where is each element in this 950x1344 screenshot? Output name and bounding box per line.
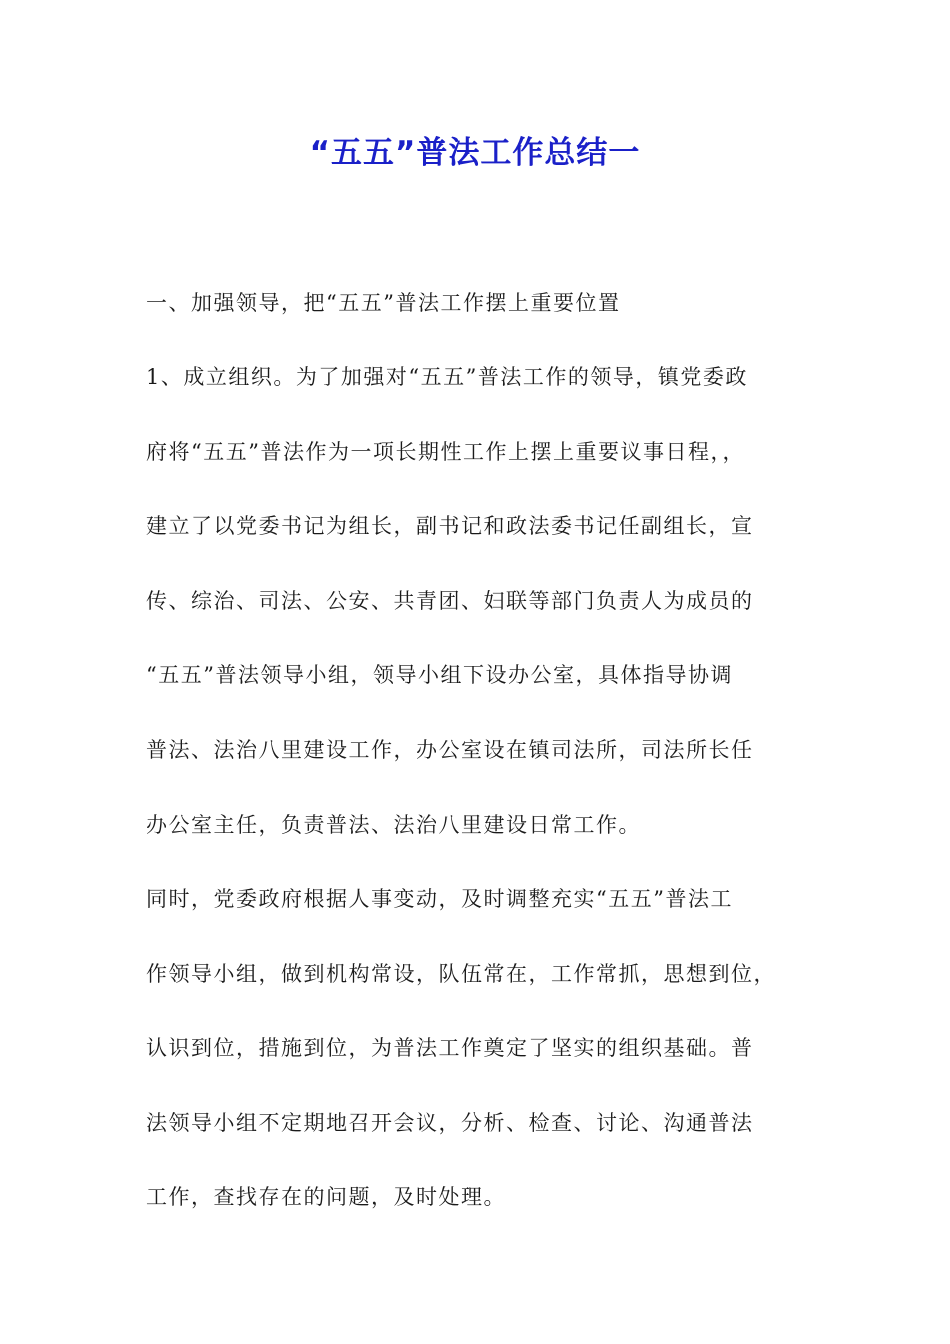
section-heading bbox=[146, 266, 816, 341]
paragraph-line: 传、综治、司法、公安、共青团、妇联等部门负责人为成员的 bbox=[146, 588, 754, 613]
paragraph-line: 普法、法治八里建设工作，办公室设在镇司法所，司法所长任 bbox=[146, 737, 754, 762]
paragraph-line: 法领导小组不定期地召开会议，分析、检查、讨论、沟通普法 bbox=[146, 1110, 754, 1135]
paragraph-line: 作领导小组，做到机构常设，队伍常在，工作常抓，思想到位， bbox=[146, 961, 776, 986]
paragraph-line: “五五”普法领导小组，领导小组下设办公室，具体指导协调 bbox=[146, 663, 733, 688]
paragraph-line: 办公室主任，负责普法、法治八里建设日常工作。 bbox=[146, 812, 641, 837]
paragraph-line: 认识到位，措施到位，为普法工作奠定了坚实的组织基础。普 bbox=[146, 1036, 754, 1061]
paragraph-line: 府将“五五”普法作为一项长期性工作上摆上重要议事日程，， bbox=[146, 439, 745, 464]
document-title: “五五”普法工作总结一 bbox=[309, 135, 641, 171]
paragraph-line: 1、成立组织。为了加强对“五五”普法工作的领导，镇党委政 bbox=[146, 365, 748, 389]
paragraph-line: 建立了以党委书记为组长，副书记和政法委书记任副组长，宣 bbox=[146, 514, 754, 539]
section-heading-text: 一、加强领导，把“五五”普法工作摆上重要位置 bbox=[146, 291, 621, 315]
paragraph-1 bbox=[146, 340, 816, 862]
paragraph-2 bbox=[146, 862, 816, 1235]
paragraph-line: 工作，查找存在的问题，及时处理。 bbox=[146, 1185, 506, 1210]
paragraph-line: 同时，党委政府根据人事变动，及时调整充实“五五”普法工 bbox=[146, 887, 733, 911]
